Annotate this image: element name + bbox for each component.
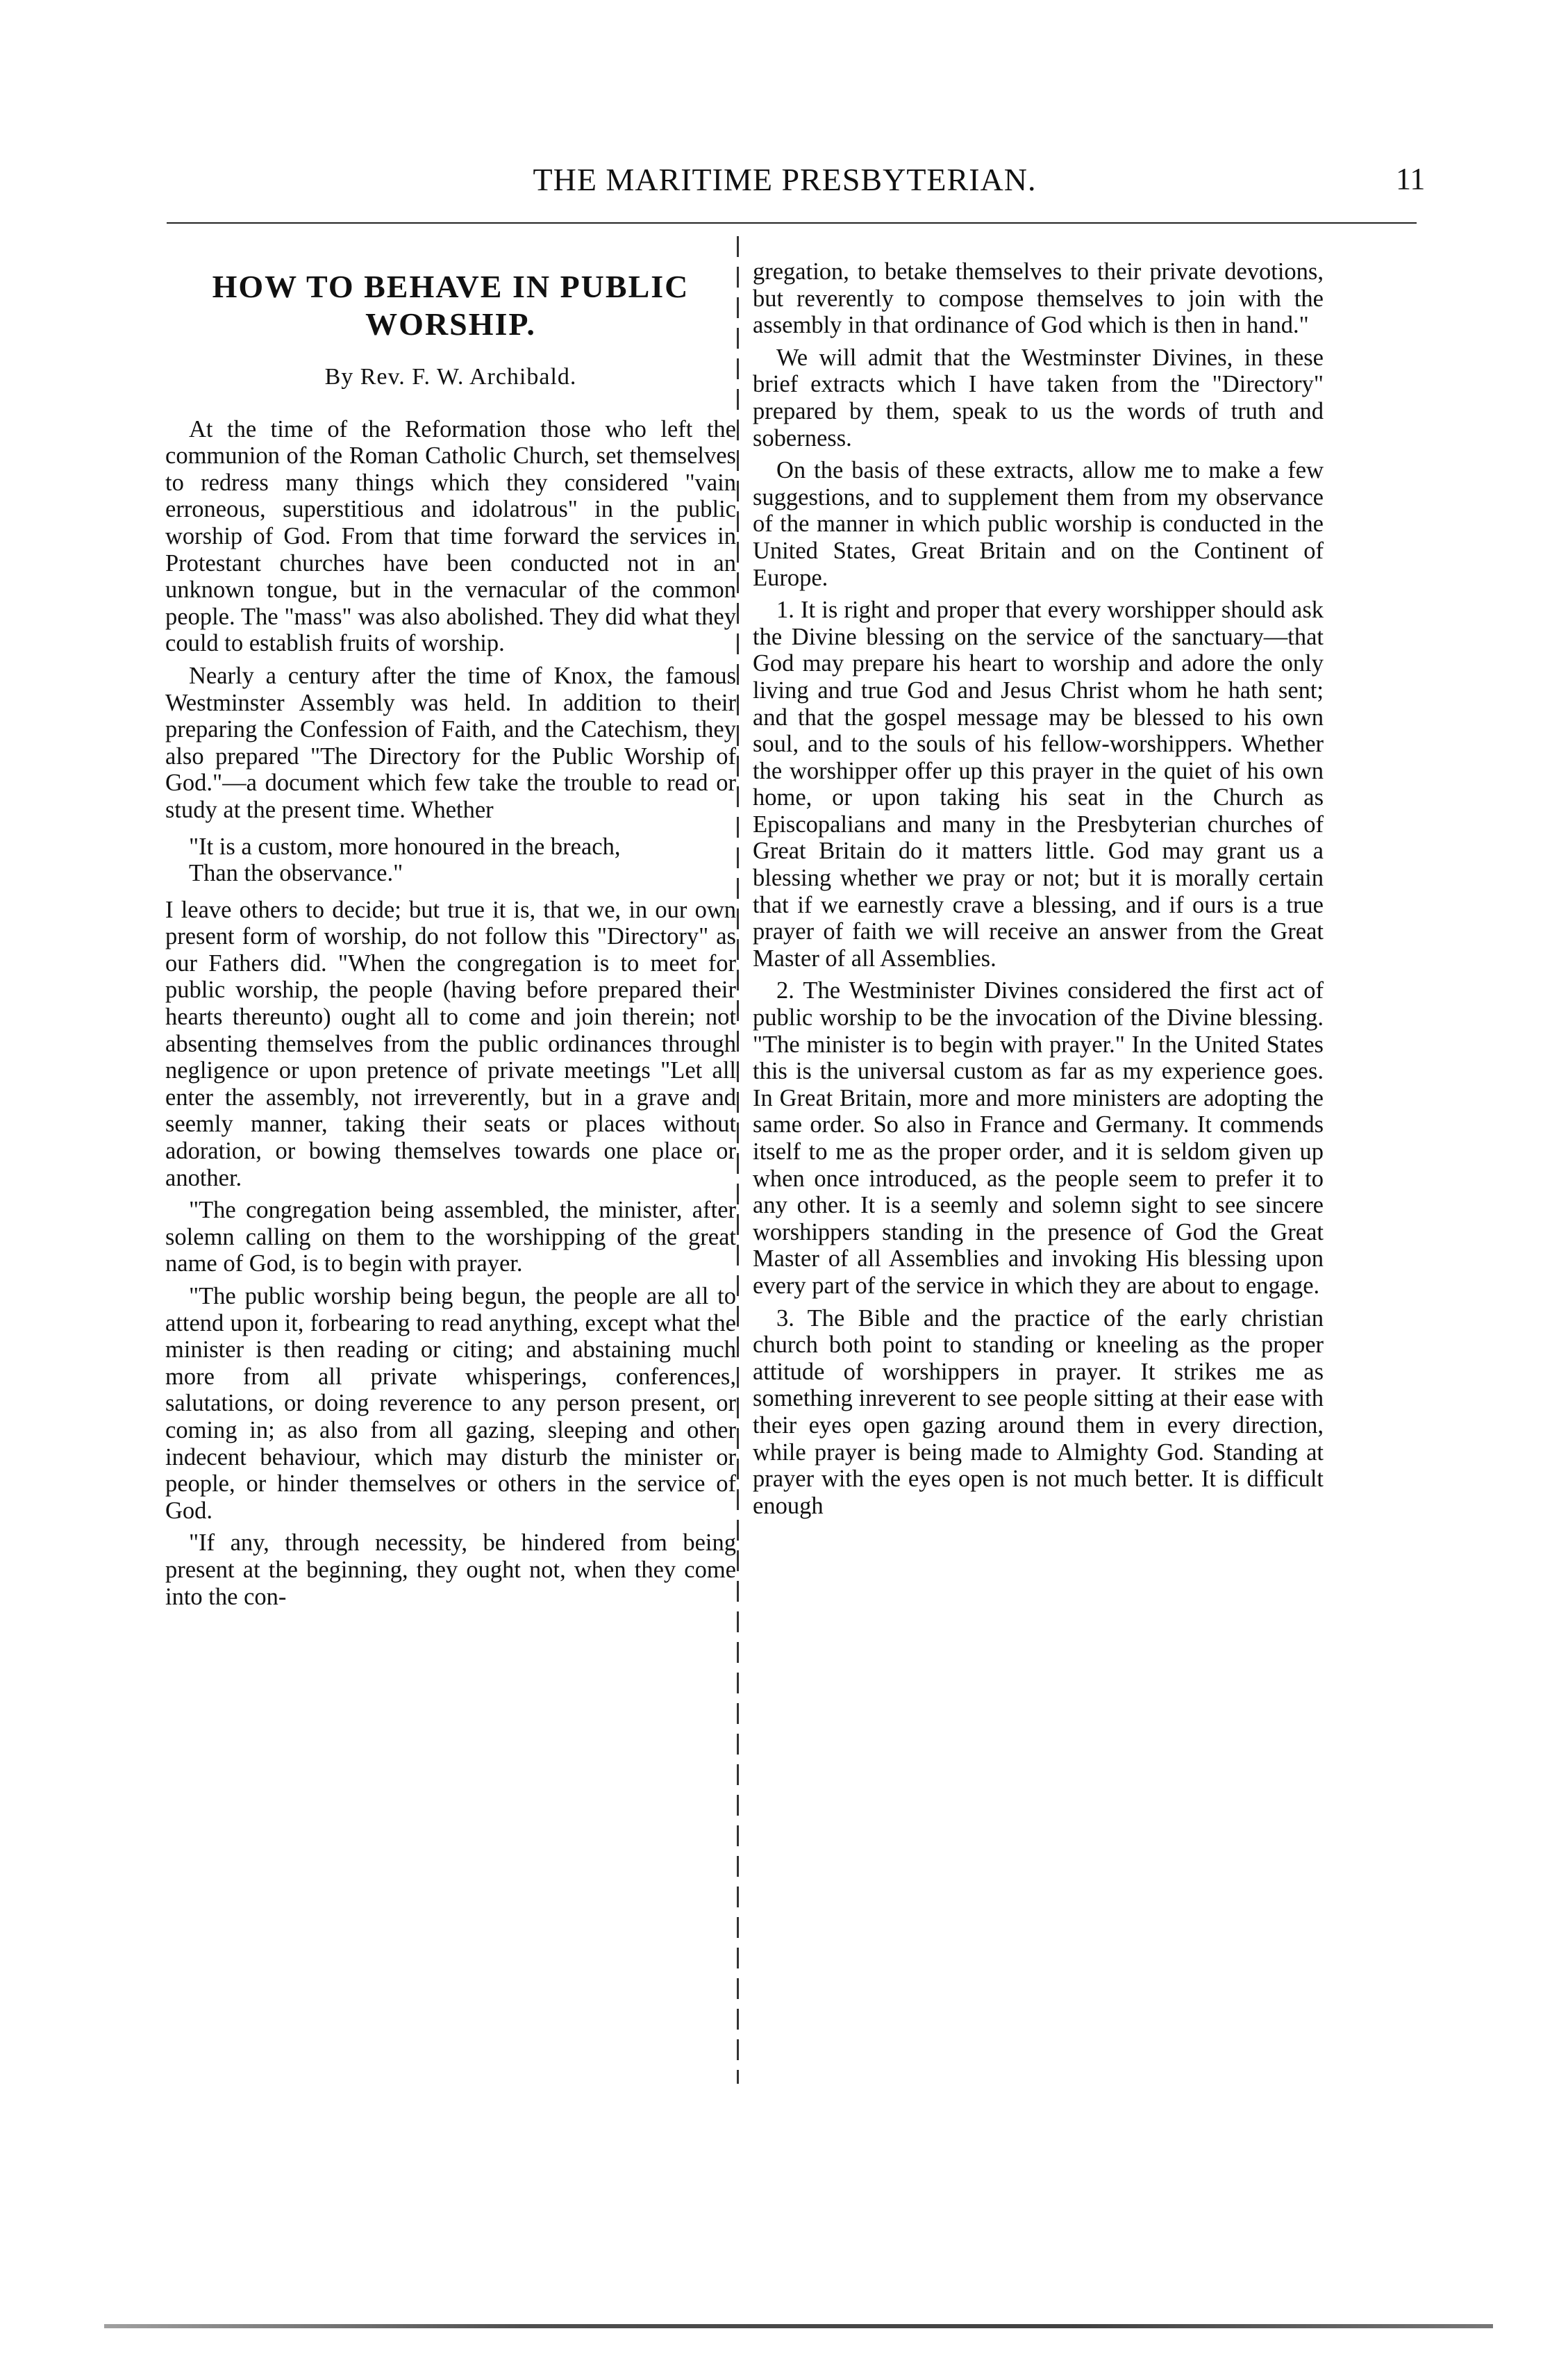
paragraph: 1. It is right and proper that every worshipper should ask the Divine blessing on the service of the sanctuary—that God may prepare his heart to worship and adore the only living and true God and Jesus Christ whom he hath sent; and that the gospel message may be blessed to his own soul, and to the souls of his fellow-worshippers. Whether the worshipper offer up this prayer in the quiet of his own home, or upon taking his seat in the Church as Episcopalians and many in the Presbyterian churches of Great Britain do it matters little. God may grant us a blessing whether we pray or not; but it is morally certain that if we earnestly crave a blessing, and if ours is a true prayer of faith we will receive an answer from the Great Master of all Assemblies.: [753, 597, 1324, 972]
paragraph: "If any, through necessity, be hindered from being present at the beginning, they ought not, when they come into the con-: [165, 1529, 736, 1610]
paragraph: gregation, to betake themselves to their private devotions, but reverently to compose themselves to join with the assembly in that ordinance of God which is then in hand.": [753, 258, 1324, 339]
paragraph: 3. The Bible and the practice of the early christian church both point to standing or kneeling as the proper attitude of worshippers in prayer. It strikes me as something inreverent to see people sitting at their ease with their eyes open gazing around them in every direction, while prayer is being made to Almighty God. Standing at prayer with the eyes open is not much better. It is difficult enough: [753, 1304, 1324, 1519]
left-column: [165, 258, 736, 1616]
paragraph: "The congregation being assembled, the minister, after solemn calling on them to the worshipping of the great name of God, is to begin with prayer.: [165, 1197, 736, 1277]
paragraph: "The public worship being begun, the people are all to attend upon it, forbearing to read anything, except what the minister is then reading or citing; and abstaining much more from all private whisperings, conferences, salutations, or doing reverence to any person present, or coming in; as also from all gazing, sleeping and other indecent behaviour, which may disturb the minister or people, or hinder themselves or others in the service of God.: [165, 1283, 736, 1524]
quote-line: "It is a custom, more honoured in the breach,: [189, 833, 621, 860]
paragraph: 2. The Westminister Divines considered the first act of public worship to be the invocation of the Divine blessing. "The minister is to begin with prayer." In the United States this is the universal custom as far as my experience goes. In Great Britain, more and more ministers are adopting the same order. So also in France and Germany. It commends itself to me as the proper order, and it is seldom given up when once introduced, as the people seem to prefer it to any other. It is a seemly and solemn sight to see sincere worshippers standing in the presence of God the Great Master of all Assemblies and invoking His blessing upon every part of the service in which they are about to engage.: [753, 977, 1324, 1299]
paragraph: We will admit that the Westminster Divines, in these brief extracts which I have taken from the "Directory" prepared by them, speak to us the words of truth and soberness.: [753, 344, 1324, 451]
page-header-title: THE MARITIME PRESBYTERIAN.: [533, 162, 1037, 197]
paragraph: At the time of the Reformation those who left the communion of the Roman Catholic Church, set themselves to redress many things which they considered "vain erroneous, superstitious and idolatrous" in the public worship of God. From that time forward the services in Protestant churches have been conducted not in an unknown tongue, but in the vernacular of the common people. The "mass" was also abolished. They did what they could to establish fruits of worship.: [165, 415, 736, 657]
paragraph: I leave others to decide; but true it is, that we, in our own present form of worship, do not follow this "Directory" as our Fathers did. "When the congregation is to meet for public worship, the people (having before prepared their hearts thereunto) ought all to come and join therein; not absenting themselves from the public ordinances through negligence or upon pretence of private meetings "Let all enter the assembly, not irreverently, but in a grave and seemly manner, taking their seats or places without adoration, or bowing themselves towards one place or another.: [165, 896, 736, 1191]
column-divider: [737, 236, 739, 2084]
paragraph: Nearly a century after the time of Knox, the famous Westminster Assembly was held. In addition to their preparing the Confession of Faith, and the Catechism, they also prepared "The Directory for the Public Worship of God."—a document which few take the trouble to read or study at the present time. Whether: [165, 662, 736, 823]
block-quote: [189, 834, 736, 887]
article-title: HOW TO BEHAVE IN PUBLIC WORSHIP.: [212, 269, 690, 342]
header-rule: [167, 222, 1417, 224]
page-number: 11: [1396, 162, 1426, 196]
right-column: [753, 258, 1324, 1525]
quote-line: Than the observance.": [189, 860, 403, 887]
paragraph: On the basis of these extracts, allow me to make a few suggestions, and to supplement them from my observance of the manner in which public worship is conducted in the United States, Great Britain and on the Continent of Europe.: [753, 457, 1324, 591]
article-byline: By Rev. F. W. Archibald.: [324, 364, 577, 390]
bottom-rule: [104, 2324, 1493, 2328]
